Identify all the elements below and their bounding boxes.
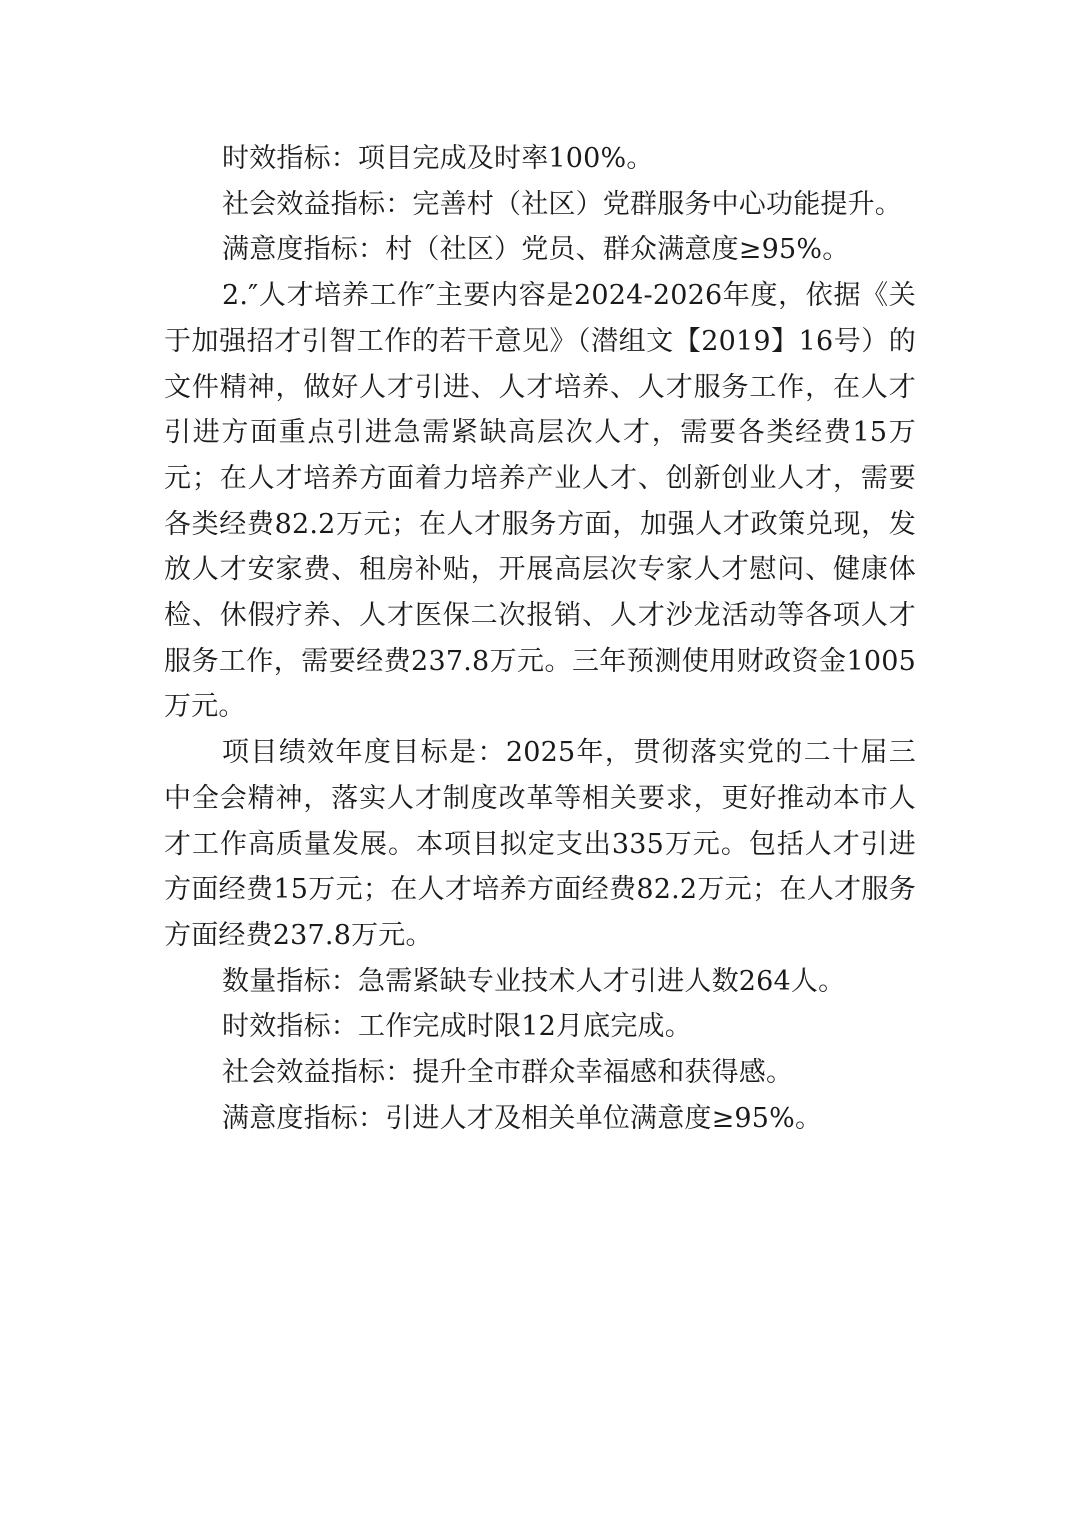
paragraph-timeliness-indicator-1: 时效指标：项目完成及时率100%。 bbox=[222, 143, 654, 174]
paragraph-social-benefit-indicator-2: 社会效益指标：提升全市群众幸福感和获得感。 bbox=[222, 1057, 794, 1089]
paragraph-talent-cultivation-work: 2.″人才培养工作″主要内容是2024-2026年度，依据《关于加强招才引智工作的若干意见》（潜组文【2019】16号）的文件精神，做好人才引进、人才培养、人才服务工作，在人才引进方面重点引进急需紧缺高层次人才，需要各类经费15万元；在人才培养方面着力培养产业人才、创新创业人才，需要各类经费82.2万元；在人才服务方面，加强人才政策兑现，发放人才安家费、租房补贴，开展高层次专家人才慰问、健康体检、休假疗养、人才医保二次报销、人才沙龙活动等各项人才服务工作，需要经费237.8万元。三年预测使用财政资金1005万元。 bbox=[164, 280, 916, 723]
paragraph-satisfaction-indicator-1: 满意度指标：村（社区）党员、群众满意度≥95%。 bbox=[222, 234, 850, 266]
paragraph-timeliness-indicator-2: 时效指标：工作完成时限12月底完成。 bbox=[222, 1011, 692, 1043]
paragraph-satisfaction-indicator-2: 满意度指标：引进人才及相关单位满意度≥95%。 bbox=[222, 1102, 823, 1134]
paragraph-annual-performance-target: 项目绩效年度目标是：2025年，贯彻落实党的二十届三中全会精神，落实人才制度改革等相关要求，更好推动本市人才工作高质量发展。本项目拟定支出335万元。包括人才引进方面经费15万元；在人才培养方面经费82.2万元；在人才服务方面经费237.8万元。 bbox=[164, 737, 916, 951]
paragraph-social-benefit-indicator-1: 社会效益指标：完善村（社区）党群服务中心功能提升。 bbox=[222, 188, 902, 220]
document-body bbox=[164, 136, 916, 1141]
paragraph-quantity-indicator: 数量指标：急需紧缺专业技术人才引进人数264人。 bbox=[222, 965, 846, 997]
